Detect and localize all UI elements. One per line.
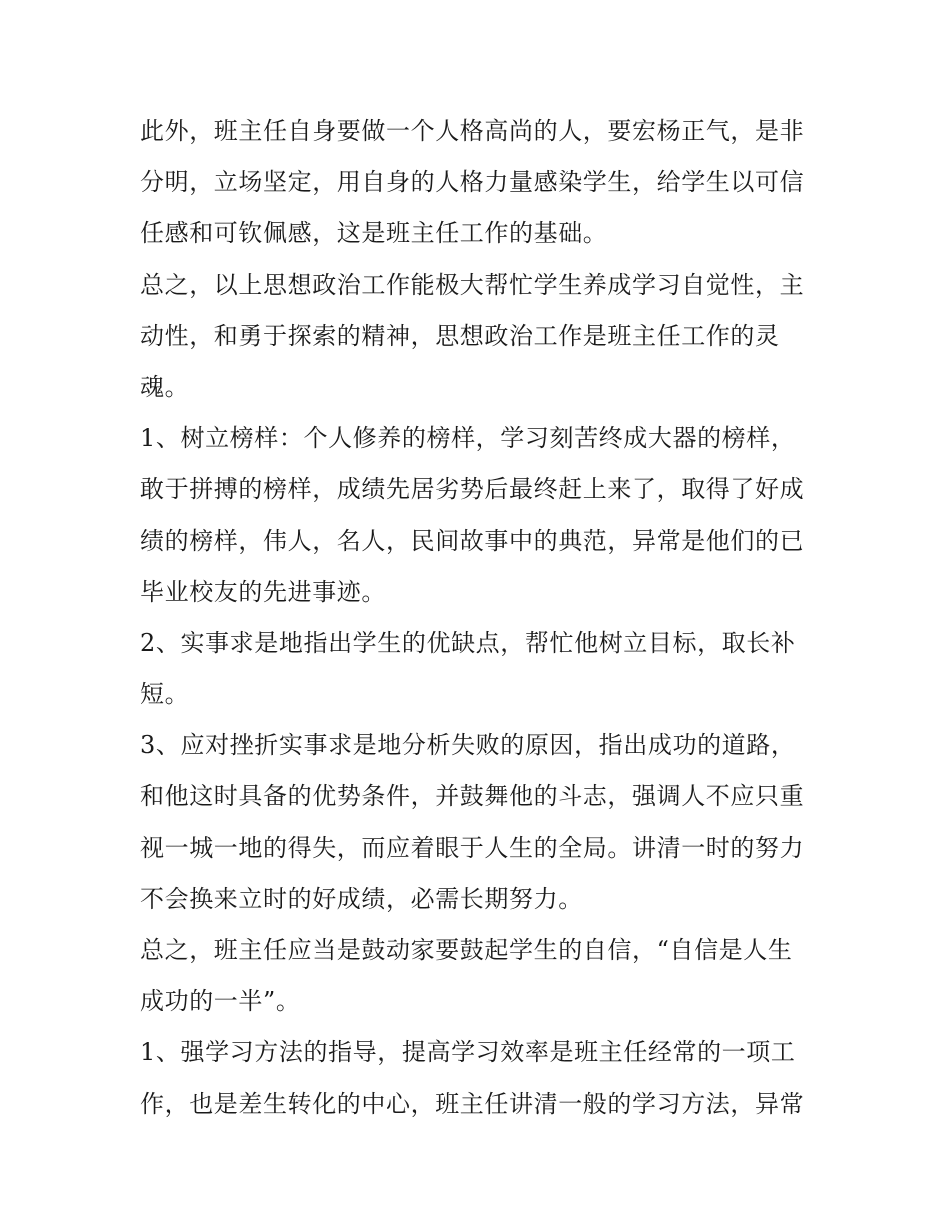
text-line: 任感和可钦佩感，这是班主任工作的基础。 xyxy=(140,219,608,248)
text-line: 成功的一半”。 xyxy=(140,987,301,1016)
text-line: 总之，班主任应当是鼓动家要鼓起学生的自信，“自信是人生 xyxy=(140,936,793,964)
text-line: 1、树立榜样：个人修养的榜样，学习刻苦终成大器的榜样， xyxy=(140,424,796,453)
text-line: 3、应对挫折实事求是地分析失败的原因，指出成功的道路， xyxy=(140,731,796,760)
text-line: 2、实事求是地指出学生的优缺点，帮忙他树立目标，取长补 xyxy=(140,628,796,657)
text-line: 作，也是差生转化的中心，班主任讲清一般的学习方法，异常 xyxy=(140,1089,805,1118)
text-line: 1、强学习方法的指导，提高学习效率是班主任经常的一项工 xyxy=(140,1038,796,1067)
text-line: 总之，以上思想政治工作能极大帮忙学生养成学习自觉性，主 xyxy=(140,270,805,299)
document-body xyxy=(140,106,820,1130)
text-line: 短。 xyxy=(140,680,190,709)
text-line: 魂。 xyxy=(140,372,190,401)
text-line: 毕业校友的先进事迹。 xyxy=(140,577,386,606)
text-line: 敢于拼搏的榜样，成绩先居劣势后最终赶上来了，取得了好成 xyxy=(140,475,805,504)
text-line: 分明，立场坚定，用自身的人格力量感染学生，给学生以可信 xyxy=(140,168,805,197)
text-line: 动性，和勇于探索的精神，思想政治工作是班主任工作的灵 xyxy=(140,321,780,350)
text-line: 不会换来立时的好成绩，必需长期努力。 xyxy=(140,884,583,913)
text-line: 和他这时具备的优势条件，并鼓舞他的斗志，强调人不应只重 xyxy=(140,782,805,811)
text-line: 此外，班主任自身要做一个人格高尚的人，要宏杨正气，是非 xyxy=(140,117,805,145)
text-line: 绩的榜样，伟人，名人，民间故事中的典范，异常是他们的已 xyxy=(140,526,805,555)
text-line: 视一城一地的得失，而应着眼于人生的全局。讲清一时的努力 xyxy=(140,833,805,862)
